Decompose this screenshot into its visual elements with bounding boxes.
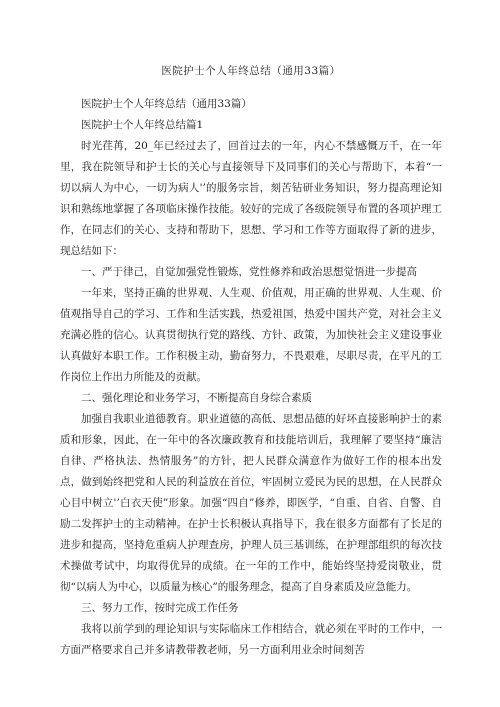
paragraph-intro: 时光荏苒，20_年已经过去了，回首过去的一年，内心不禁感慨万千，在一年里，我在院领导和护士长的关心与直接领导下及同事们的关心与帮助下，本着“一切以病人为中心，一切为病人'’的服务宗旨，刻苦钻研业务知识，努力提高理论知识和熟练地掌握了各项临床操作技能。较好的完成了各级院领导布置的各项护理工作，在同志们的关心、支持和帮助下，思想、学习和工作等方面取得了新的进步，现总结如下： [60, 140, 442, 257]
document-title: 医院护士个人年终总结（通用33篇） [161, 65, 341, 77]
section-title: 医院护士个人年终总结篇1 [81, 119, 204, 131]
heading-three: 三、努力工作，按时完成工作任务 [81, 602, 239, 614]
paragraph-two: 加强自我职业道德教育。职业道德的高低、思想品德的好坏直接影响护士的素质和形象，因此，在一年中的各次廉政教育和技能培训后，我理解了要坚持“廉洁自律、严格执法、热情服务”的方针，把人民群众满意作为做好工作的根本出发点，做到始终把党和人民的利益放在首位，牢固树立爱民为民的思想，在人民群众心目中树立'’白衣天使”形象。加强“四自”修养，即医学，“自重、自省、自警、自励二发挥护士的主动精神。在护士长积极认真指导下，我在很多方面都有了长足的进步和提高，坚持危重病人护理查房，护理人员三基训练，在护理部组织的每次技术操做考试中，均取得优异的成绩。在一年的工作中，能始终坚持爱岗敬业，贯彻“以病人为中心，以质量为核心”的服务理念，提高了自身素质及应急能力。 [60, 413, 442, 593]
paragraph-three: 我将以前学到的理论知识与实际临床工作相结合，就必须在平时的工作中，一方面严格要求自己并多请教带教老师，另一方面利用业余时间刻苦 [60, 623, 442, 656]
heading-one: 一、严于律己，自觉加强党性锻炼，党性修养和政治思想觉悟进一步提高 [81, 266, 417, 278]
heading-two: 二、强化理论和业务学习，不断提高自身综合素质 [81, 392, 312, 404]
document-subtitle: 医院护士个人年终总结（通用33篇） [81, 98, 252, 110]
paragraph-one: 一年来，坚持正确的世界观、人生观、价值观，用正确的世界观、人生观、价值观指导自己的学习、工作和生活实践，热爱祖国，热爱中国共产党，对社会主义充满必胜的信心。认真贯彻执行党的路线、方针、政策，为加快社会主义建设事业认真做好本职工作。工作积极主动，勤奋努力，不畏艰难，尽职尽责，在平凡的工作岗位上作出力所能及的贡献。 [60, 287, 442, 383]
